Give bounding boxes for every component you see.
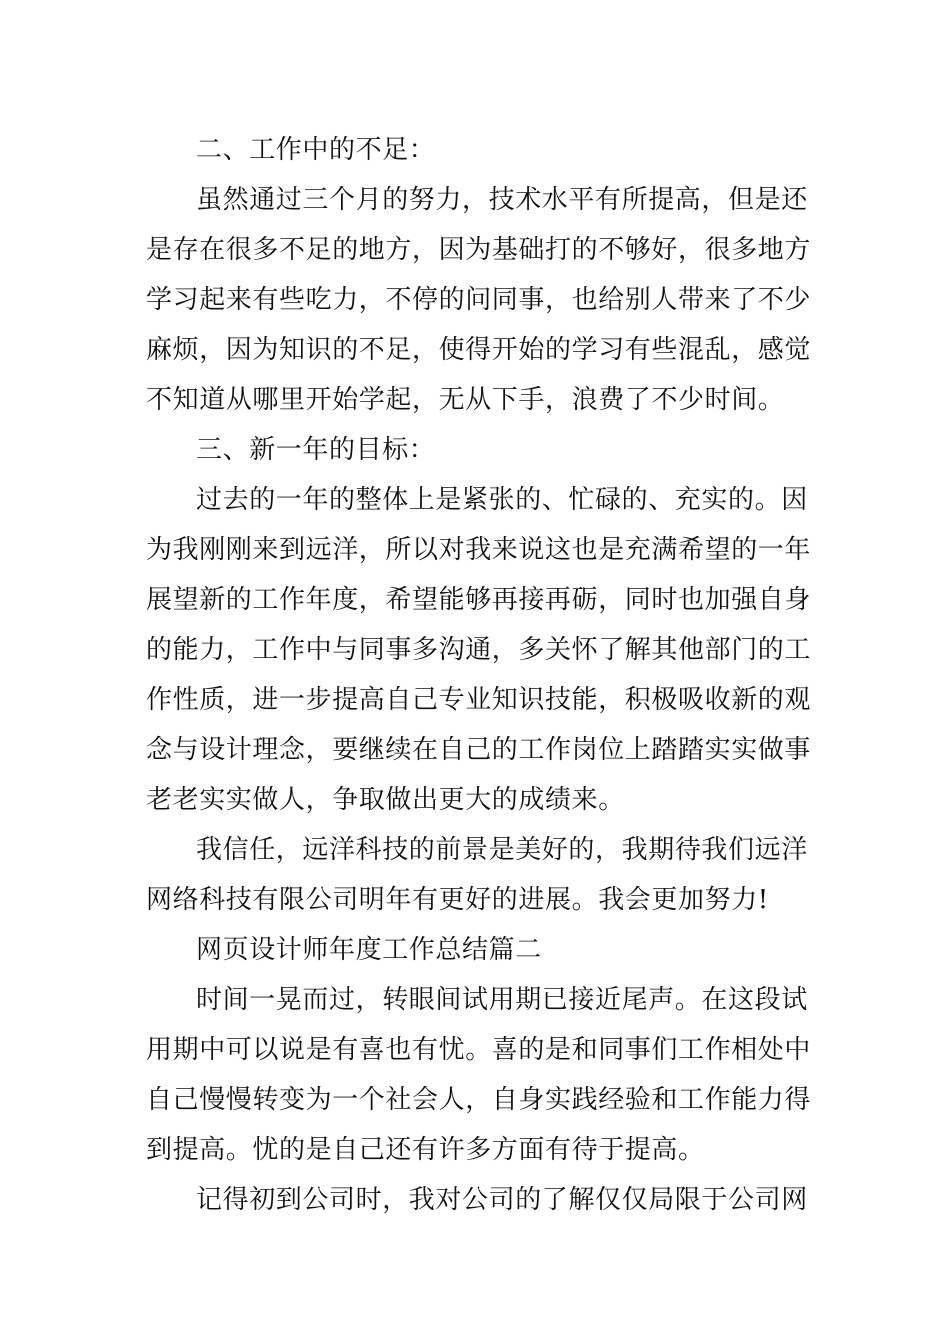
- paragraph-line: 记得初到公司时，我对公司的了解仅仅局限于公司网: [196, 1185, 808, 1215]
- paragraph-line: 老老实实做人，争取做出更大的成绩来。: [146, 785, 625, 815]
- paragraph-line: 展望新的工作年度，希望能够再接再砺，同时也加强自身: [146, 585, 812, 615]
- paragraph-line: 学习起来有些吃力，不停的问同事，也给别人带来了不少: [146, 285, 812, 315]
- paragraph-line: 念与设计理念，要继续在自己的工作岗位上踏踏实实做事: [146, 735, 812, 765]
- paragraph-line: 时间一晃而过，转眼间试用期已接近尾声。在这段试: [196, 985, 808, 1015]
- paragraph-line: 用期中可以说是有喜也有忧。喜的是和同事们工作相处中: [146, 1035, 812, 1065]
- paragraph-line: 的能力，工作中与同事多沟通，多关怀了解其他部门的工: [146, 635, 812, 665]
- paragraph-line: 到提高。忧的是自己还有许多方面有待于提高。: [146, 1135, 705, 1165]
- paragraph-line: 麻烦，因为知识的不足，使得开始的学习有些混乱，感觉: [146, 335, 812, 365]
- paragraph-line: 作性质，进一步提高自己专业知识技能，积极吸收新的观: [146, 685, 812, 715]
- paragraph-line: 为我刚刚来到远洋，所以对我来说这也是充满希望的一年: [146, 535, 812, 565]
- paragraph-line: 是存在很多不足的地方，因为基础打的不够好，很多地方: [146, 235, 812, 265]
- paragraph-line: 我信任，远洋科技的前景是美好的，我期待我们远洋: [196, 835, 808, 865]
- paragraph-line: 网络科技有限公司明年有更好的进展。我会更加努力!: [146, 885, 769, 915]
- section-heading-shortcomings: 二、工作中的不足：: [196, 135, 436, 165]
- paragraph-line: 自己慢慢转变为一个社会人，自身实践经验和工作能力得: [146, 1085, 812, 1115]
- paragraph-line: 虽然通过三个月的努力，技术水平有所提高，但是还: [196, 185, 808, 215]
- section-heading-goals: 三、新一年的目标：: [196, 435, 436, 465]
- paragraph-line: 不知道从哪里开始学起，无从下手，浪费了不少时间。: [146, 385, 785, 415]
- article-title: 网页设计师年度工作总结篇二: [196, 935, 542, 965]
- paragraph-line: 过去的一年的整体上是紧张的、忙碌的、充实的。因: [196, 485, 808, 515]
